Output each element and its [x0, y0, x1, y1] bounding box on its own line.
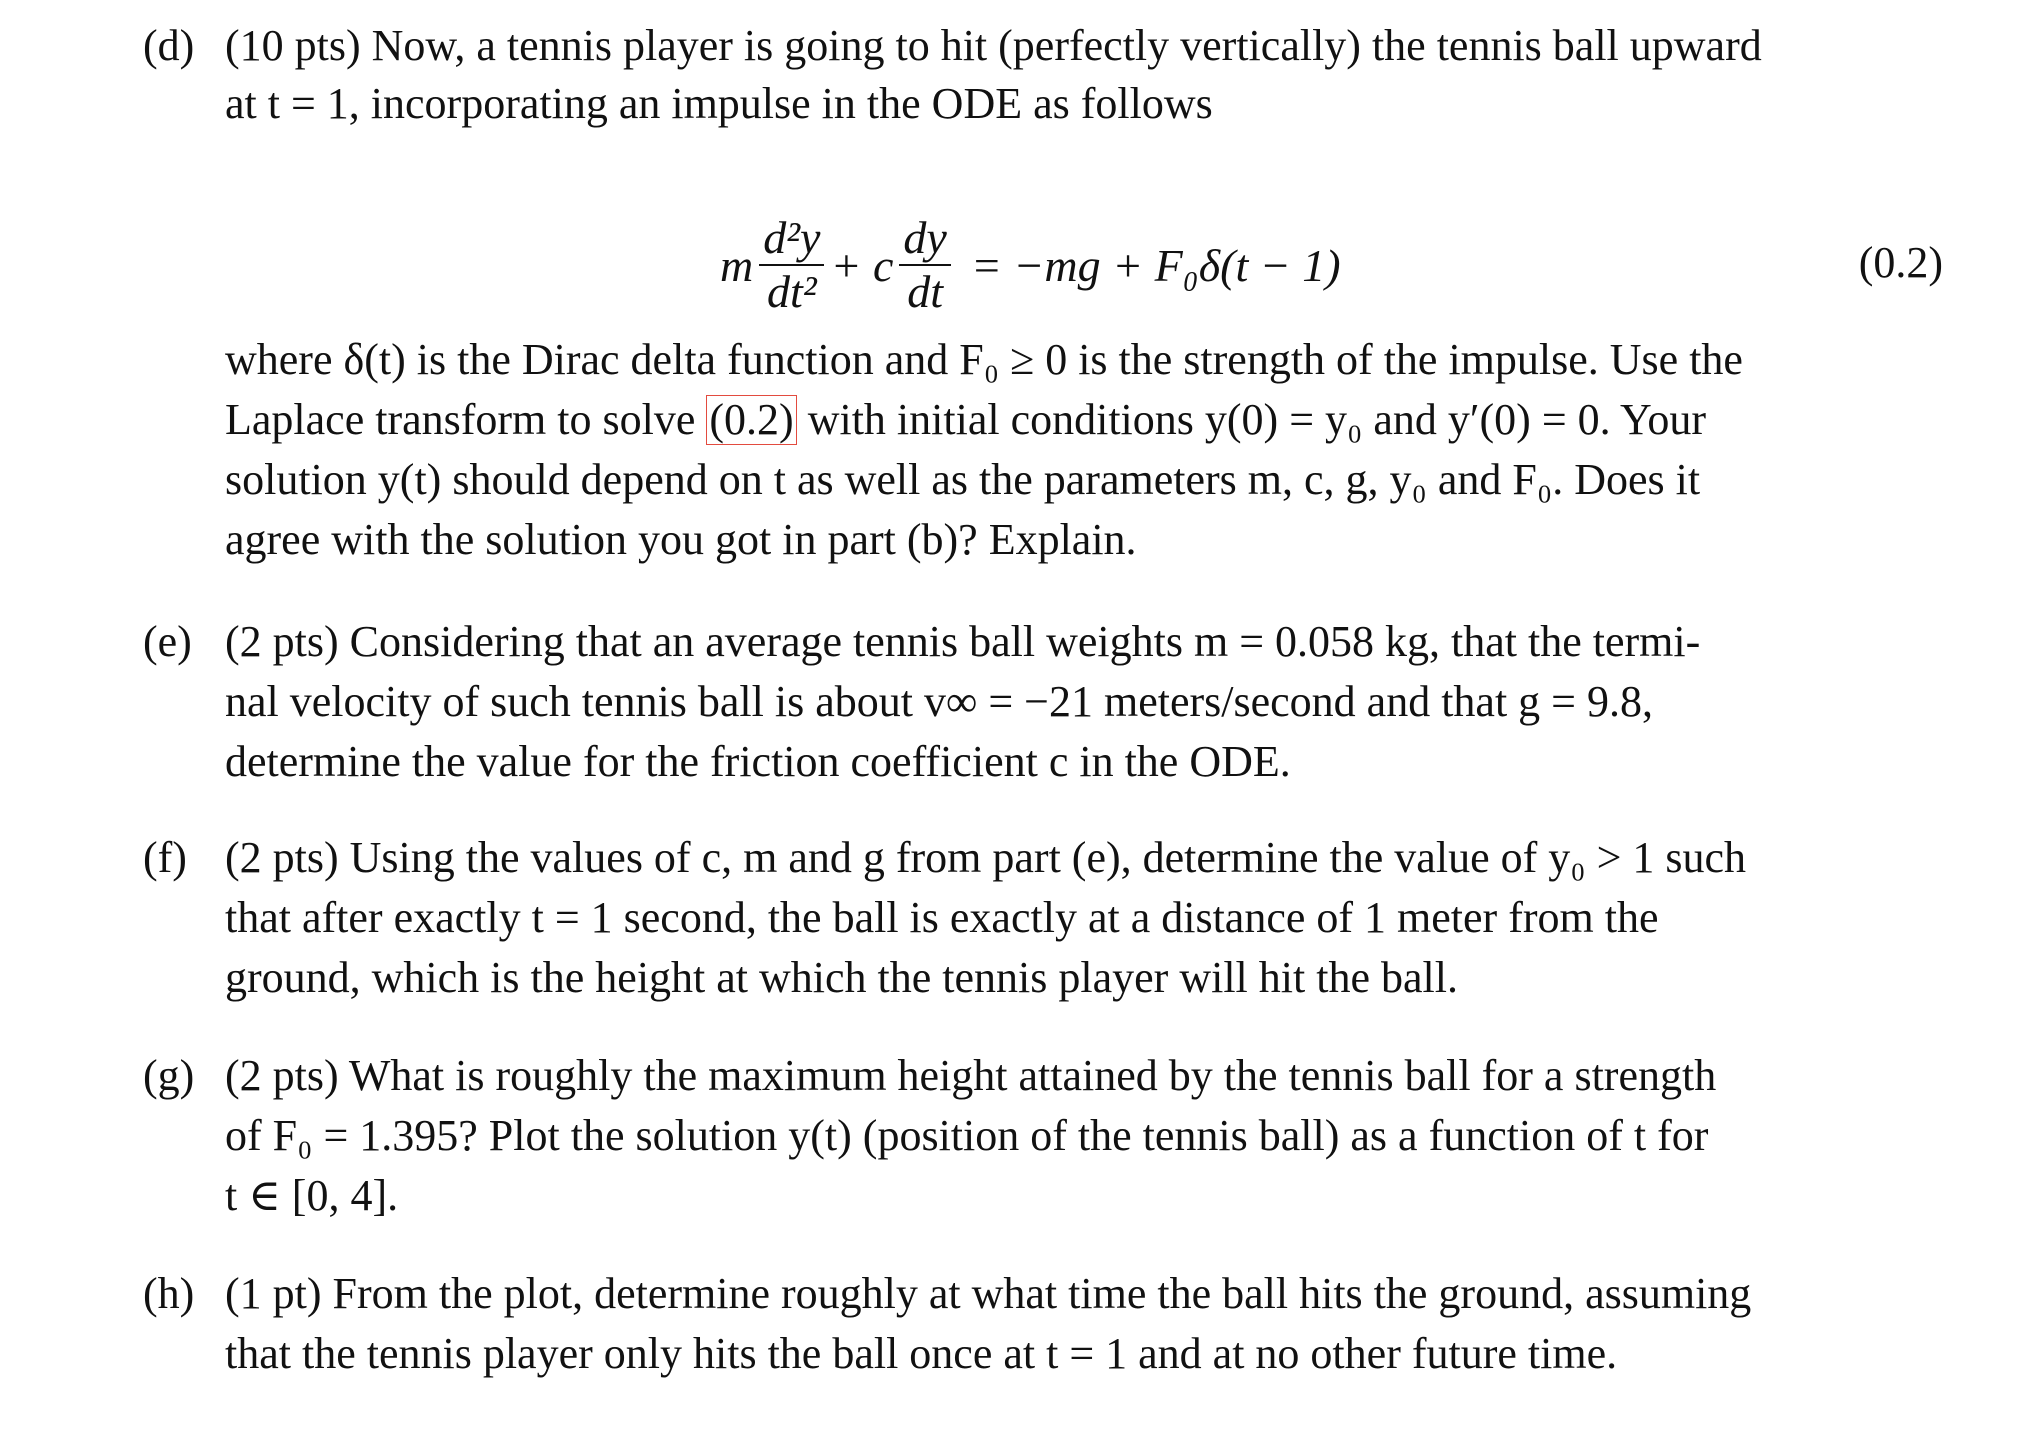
item-label-e: (e): [143, 617, 192, 666]
item-e-line-2: nal velocity of such tennis ball is about v∞ = −21 meters/second and that g = 9.8,: [225, 677, 1653, 726]
item-label-f: (f): [143, 833, 187, 882]
equation-reference-link[interactable]: (0.2): [706, 395, 796, 445]
item-f-line-2: that after exactly t = 1 second, the ball is exactly at a distance of 1 meter from the: [225, 893, 1659, 942]
fraction-dt2-denominator: dt²: [767, 266, 817, 317]
item-f-line-3: ground, which is the height at which the tennis player will hit the ball.: [225, 953, 1458, 1002]
item-g-line-2: of F₀ = 1.395? Plot the solution y(t) (position of the tennis ball) as a function of t for: [225, 1111, 1709, 1160]
item-d-line-1: [225, 16, 1943, 76]
fraction-dy-numerator: dy: [903, 212, 947, 263]
fraction-dt-denominator: dt: [907, 266, 944, 317]
item-d-line-1-text: (10 pts) Now, a tennis player is going to hit (perfectly vertically) the tennis ball upward: [225, 21, 1762, 70]
problem-item-g: [143, 1046, 1943, 1236]
equation-number: (0.2): [1858, 238, 1943, 287]
item-e-line-1: (2 pts) Considering that an average tennis ball weights m = 0.058 kg, that the termi-: [225, 617, 1701, 666]
equation-rhs: = −mg + F₀δ(t − 1): [970, 239, 1341, 291]
item-d-line-4: [225, 390, 1943, 450]
fraction-d2y-numerator: d²y: [763, 212, 821, 263]
equation-plus-c: + c: [830, 239, 894, 291]
equation-0-2: [720, 200, 1341, 330]
item-d-line-4-post: with initial conditions y(0) = y₀ and y′(0) = 0. Your: [796, 395, 1707, 444]
fraction-dy-dt: [899, 212, 950, 318]
item-g-line-1: (2 pts) What is roughly the maximum height attained by the tennis ball for a strength: [225, 1051, 1717, 1100]
item-d-line-5: solution y(t) should depend on t as well as the parameters m, c, g, y₀ and F₀. Does it: [225, 455, 1701, 504]
equation-m: m: [720, 239, 754, 291]
item-d-line-6: agree with the solution you got in part (b)? Explain.: [225, 515, 1137, 564]
item-label-h: (h): [143, 1269, 195, 1318]
item-e-line-3: determine the value for the friction coefficient c in the ODE.: [225, 737, 1291, 786]
problem-item-d-continued: [143, 330, 1943, 590]
item-d-line-4-pre: Laplace transform to solve: [225, 395, 707, 444]
problem-item-f: [143, 828, 1943, 1018]
item-f-line-1: (2 pts) Using the values of c, m and g from part (e), determine the value of y₀ > 1 such: [225, 833, 1747, 882]
item-d-line-3-text: where δ(t) is the Dirac delta function and F₀ ≥ 0 is the strength of the impulse. Use the: [225, 335, 1743, 384]
item-h-line-2: that the tennis player only hits the ball once at t = 1 and at no other future time.: [225, 1329, 1618, 1378]
item-d-line-3: [225, 330, 1943, 390]
fraction-d2y-dt2: [759, 212, 824, 318]
item-h-line-1: (1 pt) From the plot, determine roughly at what time the ball hits the ground, assuming: [225, 1269, 1752, 1318]
problem-item-e: [143, 612, 1943, 802]
item-label-g: (g): [143, 1051, 195, 1100]
problem-item-h: [143, 1264, 1943, 1394]
item-d-line-2: at t = 1, incorporating an impulse in the ODE as follows: [225, 79, 1213, 128]
item-g-line-3: t ∈ [0, 4].: [225, 1171, 399, 1220]
item-label-d: (d): [143, 21, 195, 70]
